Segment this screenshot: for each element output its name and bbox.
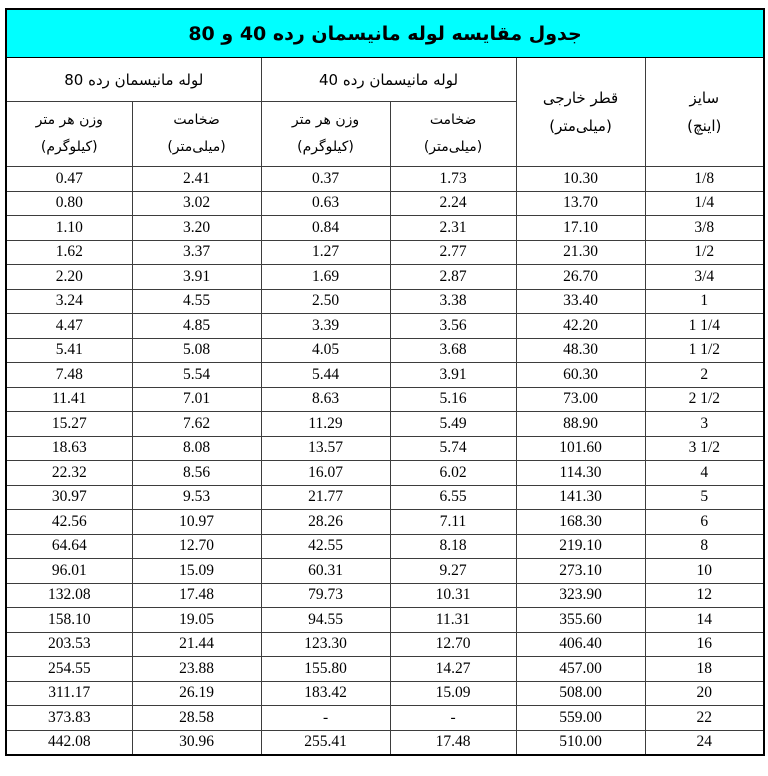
cell-weight-sch80: 4.47: [6, 314, 132, 339]
cell-thickness-sch40: 3.91: [390, 363, 516, 388]
cell-outer-diameter: 60.30: [516, 363, 645, 388]
cell-size: 4: [645, 461, 764, 486]
cell-weight-sch40: 94.55: [261, 608, 390, 633]
table-row: [6, 583, 764, 608]
group-header-schedule-80: لوله مانیسمان رده 80: [6, 58, 261, 102]
col-header-outer-diameter: [516, 58, 645, 167]
cell-thickness-sch40: 6.02: [390, 461, 516, 486]
cell-weight-sch80: 0.80: [6, 191, 132, 216]
cell-size: 20: [645, 681, 764, 706]
size-unit: (اینچ): [687, 117, 722, 135]
cell-outer-diameter: 33.40: [516, 289, 645, 314]
cell-size: 1: [645, 289, 764, 314]
title-row: [6, 9, 764, 58]
cell-weight-sch80: 5.41: [6, 338, 132, 363]
table-row: [6, 191, 764, 216]
cell-weight-sch80: 1.10: [6, 216, 132, 241]
table-row: [6, 485, 764, 510]
cell-thickness-sch40: 14.27: [390, 657, 516, 682]
cell-weight-sch80: 30.97: [6, 485, 132, 510]
cell-thickness-sch40: -: [390, 706, 516, 731]
cell-size: 3/8: [645, 216, 764, 241]
cell-weight-sch40: 155.80: [261, 657, 390, 682]
cell-size: 3/4: [645, 265, 764, 290]
cell-thickness-sch40: 5.74: [390, 436, 516, 461]
cell-outer-diameter: 457.00: [516, 657, 645, 682]
cell-thickness-sch80: 7.01: [132, 387, 261, 412]
cell-outer-diameter: 48.30: [516, 338, 645, 363]
cell-size: 8: [645, 534, 764, 559]
cell-thickness-sch40: 6.55: [390, 485, 516, 510]
cell-outer-diameter: 355.60: [516, 608, 645, 633]
cell-outer-diameter: 406.40: [516, 632, 645, 657]
cell-thickness-sch40: 3.38: [390, 289, 516, 314]
cell-thickness-sch40: 5.49: [390, 412, 516, 437]
cell-thickness-sch40: 5.16: [390, 387, 516, 412]
cell-thickness-sch80: 4.85: [132, 314, 261, 339]
cell-size: 24: [645, 730, 764, 755]
cell-size: 5: [645, 485, 764, 510]
table-row: [6, 265, 764, 290]
cell-thickness-sch80: 21.44: [132, 632, 261, 657]
cell-thickness-sch80: 3.02: [132, 191, 261, 216]
cell-outer-diameter: 73.00: [516, 387, 645, 412]
cell-weight-sch80: 442.08: [6, 730, 132, 755]
cell-outer-diameter: 21.30: [516, 240, 645, 265]
cell-thickness-sch40: 8.18: [390, 534, 516, 559]
cell-weight-sch40: -: [261, 706, 390, 731]
cell-weight-sch80: 64.64: [6, 534, 132, 559]
cell-size: 10: [645, 559, 764, 584]
table-row: [6, 632, 764, 657]
cell-thickness-sch80: 26.19: [132, 681, 261, 706]
table-body: [6, 167, 764, 756]
size-label: سایز: [689, 88, 720, 107]
cell-size: 3 1/2: [645, 436, 764, 461]
table-row: [6, 681, 764, 706]
cell-outer-diameter: 10.30: [516, 167, 645, 192]
table-row: [6, 730, 764, 755]
cell-weight-sch40: 8.63: [261, 387, 390, 412]
cell-outer-diameter: 219.10: [516, 534, 645, 559]
cell-weight-sch40: 1.69: [261, 265, 390, 290]
col-header-weight-sch80: [6, 102, 132, 167]
cell-outer-diameter: 17.10: [516, 216, 645, 241]
thickness-label: ضخامت: [173, 112, 220, 129]
cell-outer-diameter: 273.10: [516, 559, 645, 584]
cell-weight-sch80: 3.24: [6, 289, 132, 314]
weight-unit: (کیلوگرم): [297, 139, 354, 155]
col-header-thickness-sch80: [132, 102, 261, 167]
cell-weight-sch40: 0.63: [261, 191, 390, 216]
cell-thickness-sch80: 12.70: [132, 534, 261, 559]
cell-outer-diameter: 88.90: [516, 412, 645, 437]
table-row: [6, 706, 764, 731]
cell-size: 14: [645, 608, 764, 633]
cell-weight-sch80: 1.62: [6, 240, 132, 265]
cell-size: 12: [645, 583, 764, 608]
weight-label: وزن هر متر: [35, 112, 103, 129]
cell-weight-sch80: 0.47: [6, 167, 132, 192]
thickness-unit: (میلی‌متر): [167, 139, 226, 155]
cell-size: 1/4: [645, 191, 764, 216]
cell-size: 1/2: [645, 240, 764, 265]
table-row: [6, 363, 764, 388]
cell-weight-sch80: 311.17: [6, 681, 132, 706]
weight-label: وزن هر متر: [291, 112, 360, 129]
table-row: [6, 289, 764, 314]
cell-weight-sch80: 96.01: [6, 559, 132, 584]
cell-size: 1/8: [645, 167, 764, 192]
cell-weight-sch40: 42.55: [261, 534, 390, 559]
cell-thickness-sch80: 8.08: [132, 436, 261, 461]
pipe-comparison-table: [5, 8, 765, 756]
table-row: [6, 387, 764, 412]
cell-thickness-sch80: 28.58: [132, 706, 261, 731]
cell-thickness-sch80: 4.55: [132, 289, 261, 314]
cell-size: 2 1/2: [645, 387, 764, 412]
cell-thickness-sch80: 30.96: [132, 730, 261, 755]
cell-thickness-sch80: 8.56: [132, 461, 261, 486]
cell-thickness-sch80: 3.37: [132, 240, 261, 265]
cell-weight-sch40: 1.27: [261, 240, 390, 265]
cell-outer-diameter: 323.90: [516, 583, 645, 608]
cell-weight-sch40: 28.26: [261, 510, 390, 535]
table-row: [6, 657, 764, 682]
cell-thickness-sch40: 15.09: [390, 681, 516, 706]
col-header-weight-sch40: [261, 102, 390, 167]
header-group-row: [6, 58, 764, 102]
cell-weight-sch40: 2.50: [261, 289, 390, 314]
cell-weight-sch80: 18.63: [6, 436, 132, 461]
cell-outer-diameter: 114.30: [516, 461, 645, 486]
cell-size: 16: [645, 632, 764, 657]
cell-weight-sch40: 4.05: [261, 338, 390, 363]
cell-thickness-sch40: 2.31: [390, 216, 516, 241]
cell-thickness-sch80: 5.54: [132, 363, 261, 388]
outer-diameter-unit: (میلی‌متر): [549, 117, 612, 135]
cell-thickness-sch40: 3.56: [390, 314, 516, 339]
cell-weight-sch40: 21.77: [261, 485, 390, 510]
col-header-size: [645, 58, 764, 167]
table-row: [6, 412, 764, 437]
cell-thickness-sch40: 11.31: [390, 608, 516, 633]
cell-weight-sch80: 2.20: [6, 265, 132, 290]
cell-thickness-sch80: 5.08: [132, 338, 261, 363]
cell-outer-diameter: 101.60: [516, 436, 645, 461]
cell-weight-sch80: 11.41: [6, 387, 132, 412]
cell-thickness-sch80: 2.41: [132, 167, 261, 192]
outer-diameter-label: قطر خارجی: [542, 88, 619, 107]
cell-weight-sch80: 158.10: [6, 608, 132, 633]
table-row: [6, 167, 764, 192]
cell-thickness-sch80: 10.97: [132, 510, 261, 535]
table-row: [6, 436, 764, 461]
cell-size: 18: [645, 657, 764, 682]
col-header-thickness-sch40: [390, 102, 516, 167]
cell-outer-diameter: 141.30: [516, 485, 645, 510]
cell-thickness-sch40: 10.31: [390, 583, 516, 608]
table-row: [6, 461, 764, 486]
table-row: [6, 534, 764, 559]
cell-size: 1 1/2: [645, 338, 764, 363]
cell-weight-sch40: 60.31: [261, 559, 390, 584]
cell-size: 3: [645, 412, 764, 437]
cell-thickness-sch80: 3.20: [132, 216, 261, 241]
cell-thickness-sch80: 9.53: [132, 485, 261, 510]
cell-weight-sch40: 0.37: [261, 167, 390, 192]
cell-weight-sch40: 183.42: [261, 681, 390, 706]
cell-thickness-sch80: 7.62: [132, 412, 261, 437]
cell-weight-sch80: 132.08: [6, 583, 132, 608]
cell-thickness-sch40: 7.11: [390, 510, 516, 535]
thickness-unit: (میلی‌متر): [423, 139, 483, 155]
cell-thickness-sch80: 23.88: [132, 657, 261, 682]
cell-weight-sch80: 22.32: [6, 461, 132, 486]
cell-thickness-sch40: 3.68: [390, 338, 516, 363]
cell-weight-sch80: 373.83: [6, 706, 132, 731]
cell-weight-sch80: 7.48: [6, 363, 132, 388]
cell-weight-sch80: 42.56: [6, 510, 132, 535]
cell-outer-diameter: 168.30: [516, 510, 645, 535]
cell-outer-diameter: 13.70: [516, 191, 645, 216]
cell-weight-sch40: 123.30: [261, 632, 390, 657]
weight-unit: (کیلوگرم): [40, 139, 98, 155]
cell-outer-diameter: 508.00: [516, 681, 645, 706]
cell-weight-sch40: 0.84: [261, 216, 390, 241]
cell-weight-sch40: 3.39: [261, 314, 390, 339]
group-header-schedule-40: لوله مانیسمان رده 40: [261, 58, 516, 102]
thickness-label: ضخامت: [429, 112, 477, 129]
cell-weight-sch80: 254.55: [6, 657, 132, 682]
cell-thickness-sch40: 2.87: [390, 265, 516, 290]
table-row: [6, 314, 764, 339]
cell-weight-sch40: 5.44: [261, 363, 390, 388]
cell-outer-diameter: 510.00: [516, 730, 645, 755]
cell-outer-diameter: 559.00: [516, 706, 645, 731]
cell-weight-sch40: 13.57: [261, 436, 390, 461]
cell-thickness-sch80: 3.91: [132, 265, 261, 290]
table-row: [6, 510, 764, 535]
cell-weight-sch40: 79.73: [261, 583, 390, 608]
cell-weight-sch40: 255.41: [261, 730, 390, 755]
cell-outer-diameter: 42.20: [516, 314, 645, 339]
cell-thickness-sch80: 15.09: [132, 559, 261, 584]
cell-outer-diameter: 26.70: [516, 265, 645, 290]
table-row: [6, 216, 764, 241]
cell-thickness-sch40: 9.27: [390, 559, 516, 584]
cell-thickness-sch40: 2.24: [390, 191, 516, 216]
table-title: جدول مقایسه لوله مانیسمان رده 40 و 80: [6, 9, 764, 58]
cell-size: 6: [645, 510, 764, 535]
cell-thickness-sch80: 19.05: [132, 608, 261, 633]
cell-size: 2: [645, 363, 764, 388]
cell-thickness-sch40: 17.48: [390, 730, 516, 755]
table-row: [6, 608, 764, 633]
cell-thickness-sch80: 17.48: [132, 583, 261, 608]
cell-thickness-sch40: 12.70: [390, 632, 516, 657]
cell-thickness-sch40: 2.77: [390, 240, 516, 265]
cell-thickness-sch40: 1.73: [390, 167, 516, 192]
table-row: [6, 240, 764, 265]
cell-weight-sch80: 15.27: [6, 412, 132, 437]
cell-weight-sch80: 203.53: [6, 632, 132, 657]
table-row: [6, 559, 764, 584]
cell-size: 1 1/4: [645, 314, 764, 339]
cell-weight-sch40: 11.29: [261, 412, 390, 437]
table-row: [6, 338, 764, 363]
cell-size: 22: [645, 706, 764, 731]
cell-weight-sch40: 16.07: [261, 461, 390, 486]
